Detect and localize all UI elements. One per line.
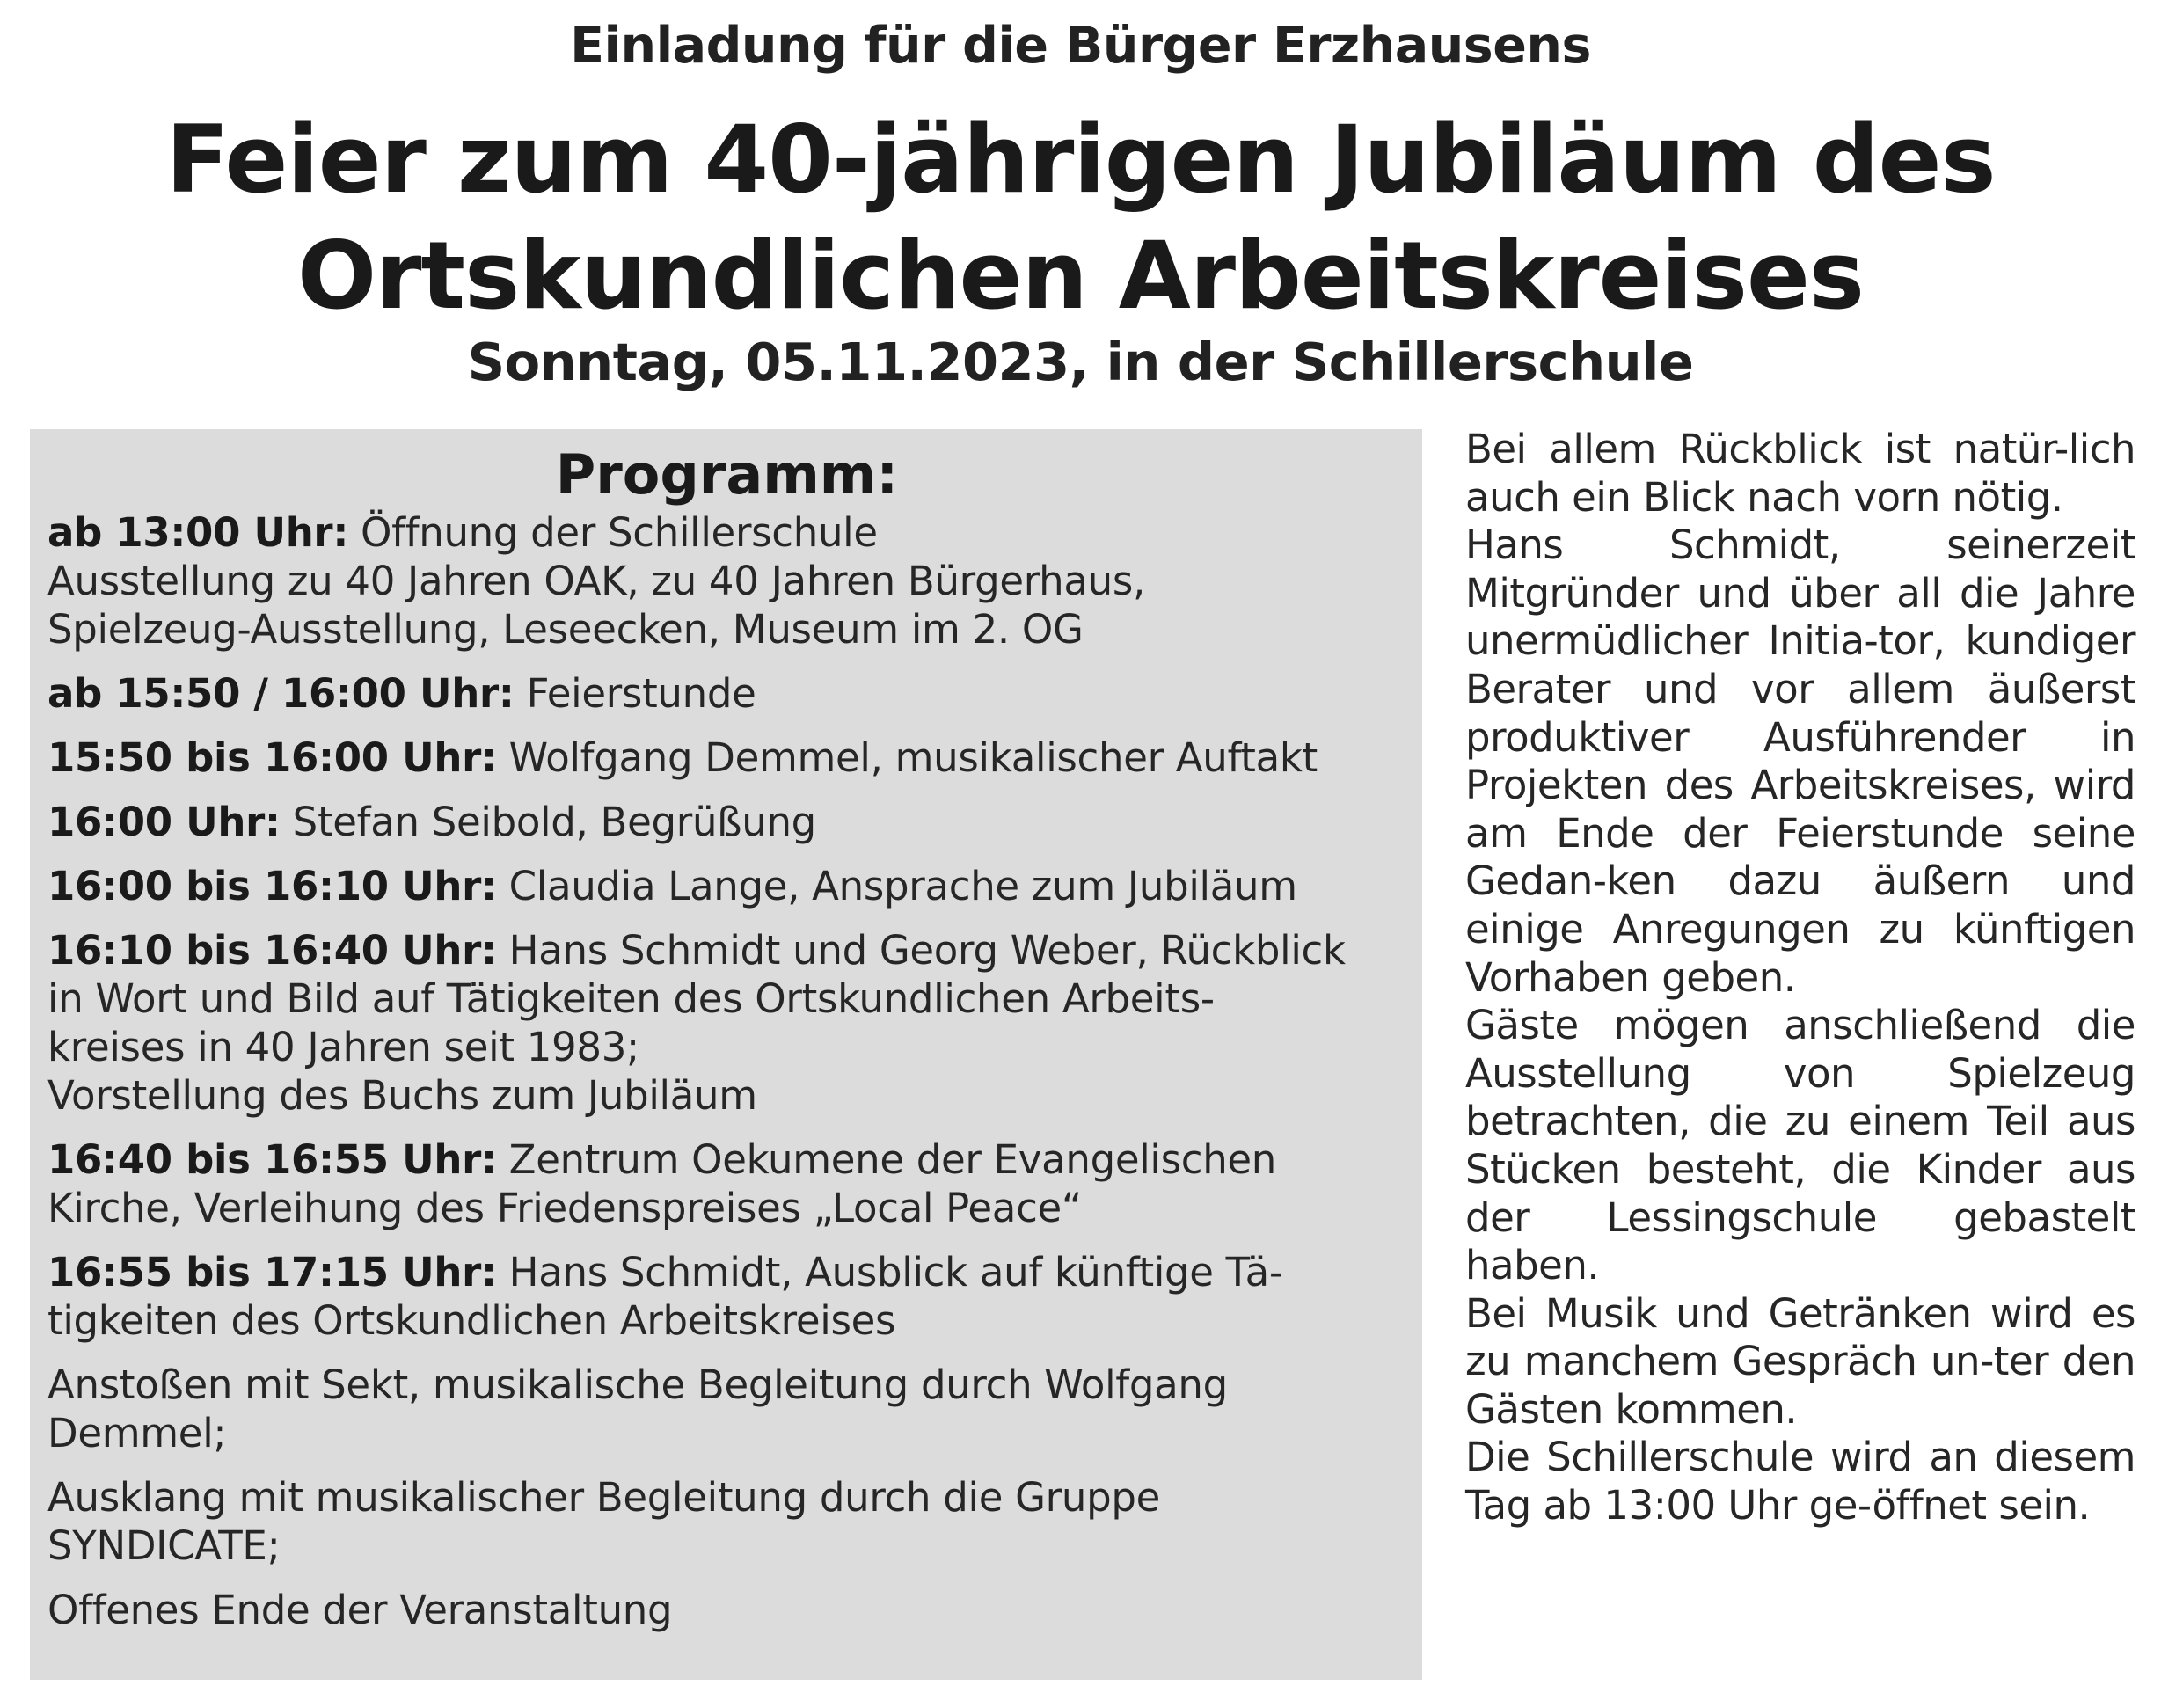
program-item-time: 16:00 Uhr: xyxy=(47,799,281,845)
program-item-line xyxy=(47,1409,1406,1457)
program-item-line xyxy=(47,1361,1406,1409)
program-item-time: 16:55 bis 17:15 Uhr: xyxy=(47,1249,497,1296)
side-paragraph: Hans Schmidt, seinerzeit Mitgründer und über all die Jahre unermüdlicher Initia-tor, kundiger Berater und vor allem äußerst produktiver Ausführender in Projekten des Arbeitskreises, wird am Ende der Feierstunde seine Gedan-ken dazu äußern und einige Anregungen zu künftigen Vorhaben geben. xyxy=(1465,522,2135,1001)
program-item-text: Demmel; xyxy=(47,1410,227,1456)
program-item-line xyxy=(47,1248,1406,1296)
program-item-line xyxy=(47,734,1406,782)
program-item-text: Feierstunde xyxy=(514,670,756,717)
program-item-text: SYNDICATE; xyxy=(47,1522,281,1569)
program-item-text: Hans Schmidt und Georg Weber, Rückblick xyxy=(496,927,1346,974)
program-item-line xyxy=(47,605,1406,653)
program-item-line xyxy=(47,1135,1406,1184)
program-item-text: Anstoßen mit Sekt, musikalische Begleitung durch Wolfgang xyxy=(47,1361,1228,1408)
program-item-line xyxy=(47,508,1406,557)
program-item-text: Hans Schmidt, Ausblick auf künftige Tä- xyxy=(496,1249,1283,1296)
side-paragraph: Gäste mögen anschließend die Ausstellung von Spielzeug betrachten, die zu einem Teil aus Stücken besteht, die Kinder aus der Lessingschule gebastelt haben. xyxy=(1465,1002,2135,1289)
program-item-line xyxy=(47,926,1406,974)
program-item-time: ab 15:50 / 16:00 Uhr: xyxy=(47,670,515,717)
side-paragraph: Bei allem Rückblick ist natür-lich auch ein Blick nach vorn nötig. xyxy=(1465,426,2135,521)
program-box xyxy=(30,429,1422,1680)
program-item-time: 16:10 bis 16:40 Uhr: xyxy=(47,927,497,974)
program-item-time: 16:40 bis 16:55 Uhr: xyxy=(47,1136,497,1183)
invitation-kicker: Einladung für die Bürger Erzhausens xyxy=(570,17,1591,75)
program-list xyxy=(47,508,1406,1634)
program-item-line xyxy=(47,798,1406,846)
program-item-line xyxy=(47,557,1406,605)
program-item-text: in Wort und Bild auf Tätigkeiten des Ortskundlichen Arbeits- xyxy=(47,975,1215,1022)
program-item xyxy=(47,669,1406,718)
side-paragraph: Bei Musik und Getränken wird es zu manchem Gespräch un-ter den Gästen kommen. xyxy=(1465,1289,2135,1433)
program-item xyxy=(47,1248,1406,1345)
program-item xyxy=(47,798,1406,846)
program-item-line xyxy=(47,862,1406,910)
program-item-text: Ausstellung zu 40 Jahren OAK, zu 40 Jahren Bürgerhaus, xyxy=(47,558,1145,604)
program-item-time: ab 13:00 Uhr: xyxy=(47,509,349,556)
program-item-line xyxy=(47,1296,1406,1345)
program-item-time: 16:00 bis 16:10 Uhr: xyxy=(47,863,497,909)
side-article xyxy=(1465,426,2135,1530)
program-item-text: Kirche, Verleihung des Friedenspreises „Local Peace“ xyxy=(47,1185,1082,1231)
program-item-line xyxy=(47,974,1406,1023)
program-item-line xyxy=(47,1184,1406,1232)
program-item-line xyxy=(47,1071,1406,1120)
program-item-text: Spielzeug-Ausstellung, Leseecken, Museum im 2. OG xyxy=(47,606,1084,653)
headline-line-1: Feier zum 40-jährigen Jubiläum des xyxy=(165,106,1996,214)
program-item-text: Vorstellung des Buchs zum Jubiläum xyxy=(47,1072,757,1119)
event-headline xyxy=(0,102,2161,334)
program-item-line xyxy=(47,1473,1406,1522)
program-item xyxy=(47,926,1406,1120)
program-title: Programm: xyxy=(555,442,899,507)
program-item xyxy=(47,1586,1406,1634)
side-paragraph: Die Schillerschule wird an diesem Tag ab 13:00 Uhr ge-öffnet sein. xyxy=(1465,1434,2135,1529)
event-dateline: Sonntag, 05.11.2023, in der Schillerschule xyxy=(467,332,1694,392)
program-item-text: Claudia Lange, Ansprache zum Jubiläum xyxy=(496,863,1297,909)
program-item-text: tigkeiten des Ortskundlichen Arbeitskreises xyxy=(47,1297,896,1344)
program-item-text: Offenes Ende der Veranstaltung xyxy=(47,1587,673,1633)
program-item-text: kreises in 40 Jahren seit 1983; xyxy=(47,1024,639,1070)
program-item-line xyxy=(47,1522,1406,1570)
program-item-text: Ausklang mit musikalischer Begleitung durch die Gruppe xyxy=(47,1474,1161,1521)
program-item xyxy=(47,1473,1406,1570)
program-item-text: Zentrum Oekumene der Evangelischen xyxy=(496,1136,1277,1183)
program-item-text: Stefan Seibold, Begrüßung xyxy=(280,799,816,845)
program-item-text: Wolfgang Demmel, musikalischer Auftakt xyxy=(496,734,1318,781)
program-item-line xyxy=(47,669,1406,718)
program-item-line xyxy=(47,1586,1406,1634)
program-item xyxy=(47,734,1406,782)
program-item xyxy=(47,1361,1406,1457)
headline-line-2: Ortskundlichen Arbeitskreises xyxy=(297,222,1864,330)
program-item xyxy=(47,862,1406,910)
program-item xyxy=(47,1135,1406,1232)
program-item-line xyxy=(47,1023,1406,1071)
program-item-time: 15:50 bis 16:00 Uhr: xyxy=(47,734,497,781)
program-item xyxy=(47,508,1406,653)
program-item-text: Öffnung der Schillerschule xyxy=(348,509,878,556)
